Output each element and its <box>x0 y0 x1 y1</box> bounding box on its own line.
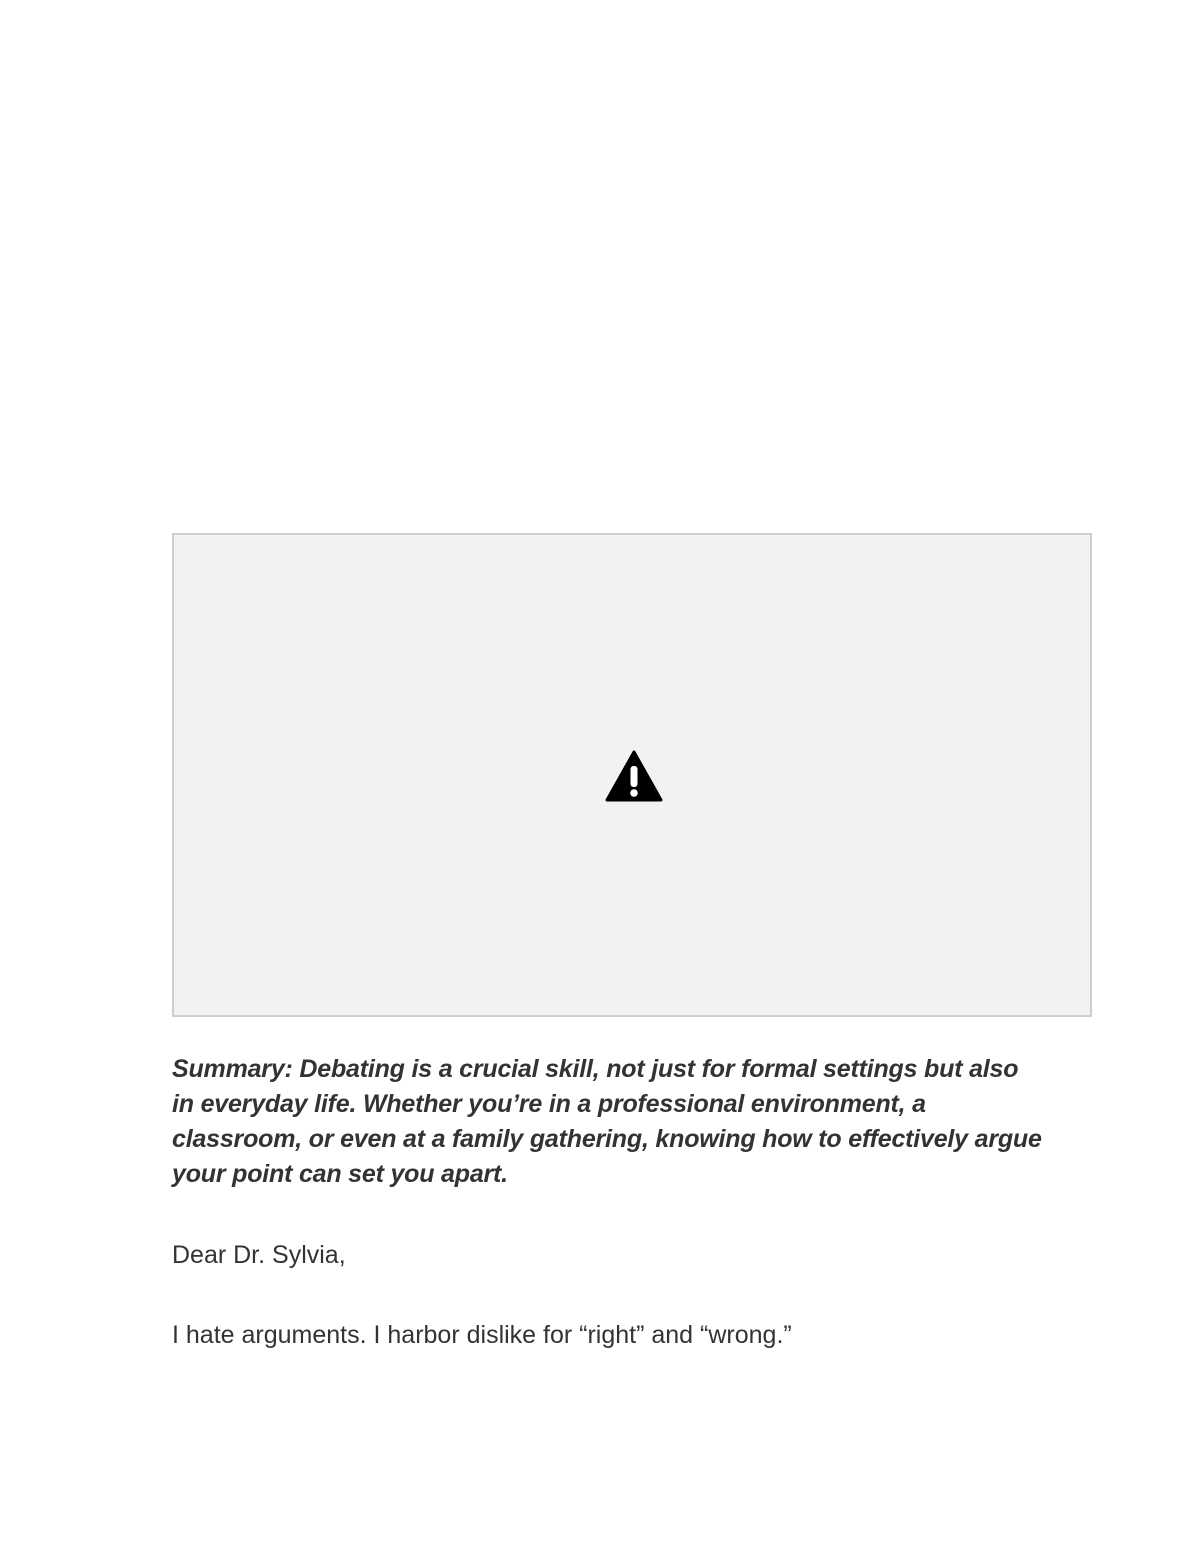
summary-text: Summary: Debating is a crucial skill, not just for formal settings but also in everyday life. Whether you’re in a professional environment, a classroom, or even at a family gathering, knowing how to effectively argue your point can set you apart. <box>172 1055 1042 1188</box>
salutation: Dear Dr. Sylvia, <box>172 1241 346 1269</box>
warning-icon <box>605 750 663 802</box>
body-paragraph: I hate arguments. I harbor dislike for “right” and “wrong.” <box>172 1321 792 1349</box>
